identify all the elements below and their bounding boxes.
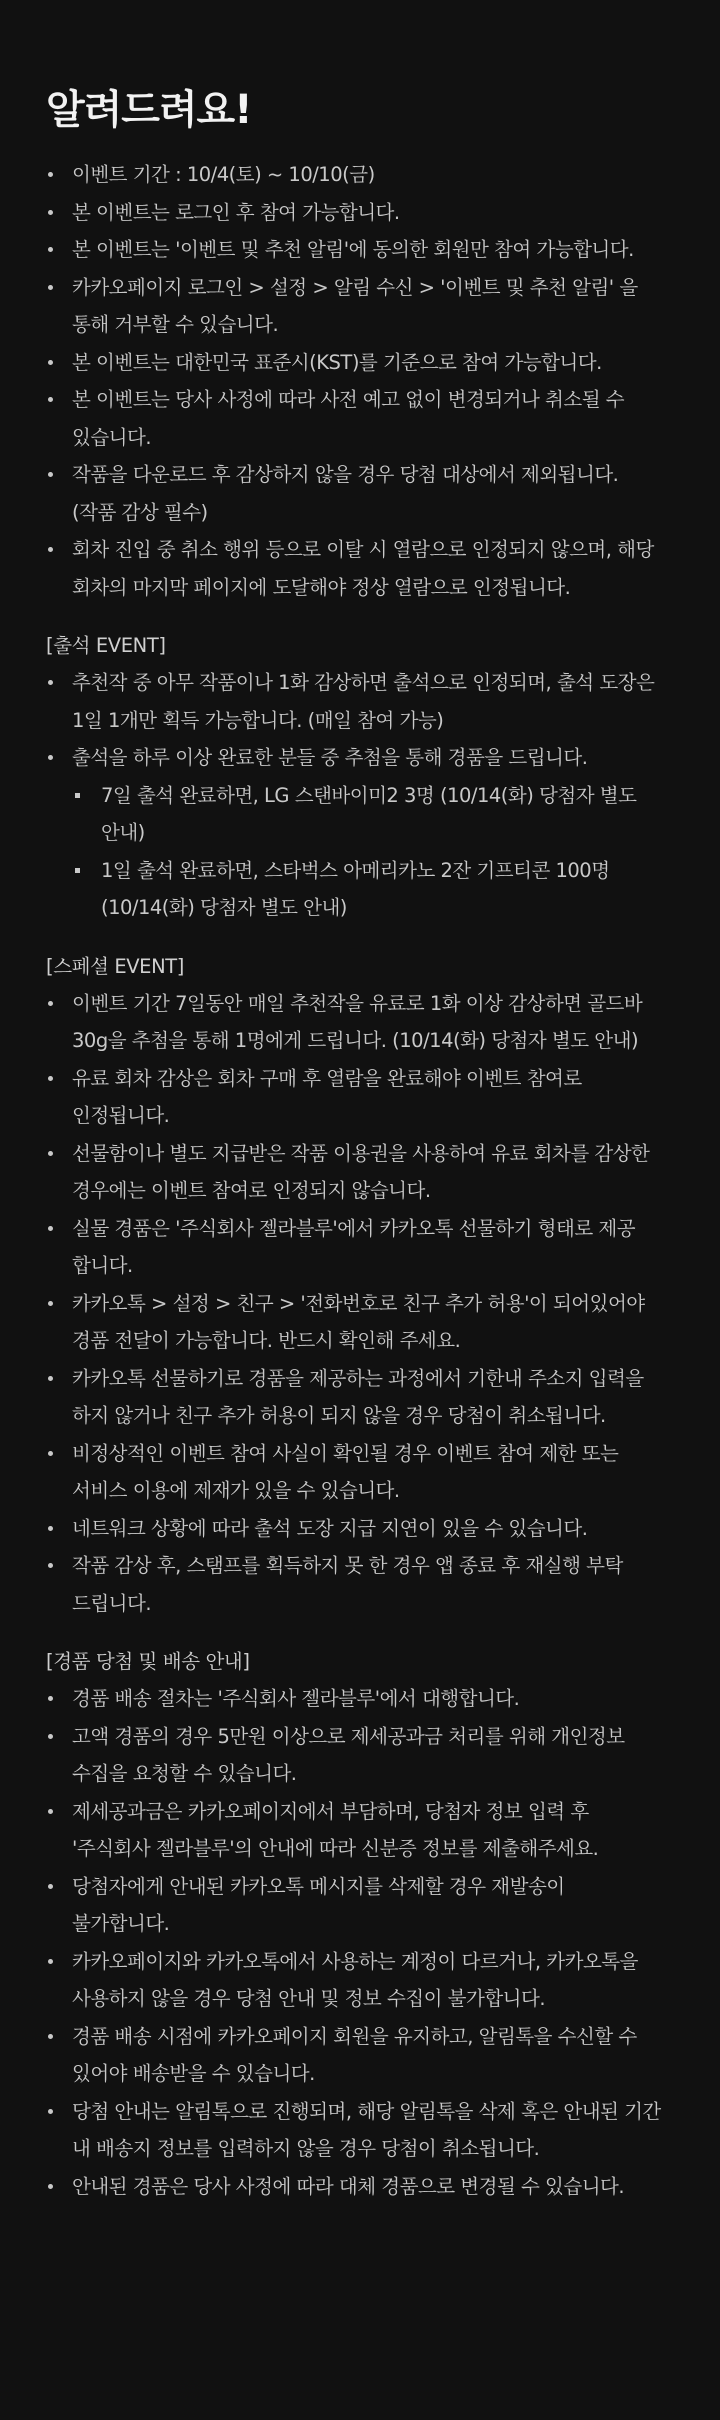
notice-line: 본 이벤트는 당사 사정에 따라 사전 예고 없이 변경되거나 취소될 수 — [72, 388, 625, 411]
notice-line: 불가합니다. — [72, 1912, 170, 1935]
notice-line: 합니다. — [72, 1254, 133, 1277]
notice-line: 작품 감상 후, 스탬프를 획득하지 못 한 경우 앱 종료 후 재실행 부탁 — [72, 1554, 623, 1577]
notice-line: 경품 전달이 가능합니다. 반드시 확인해 주세요. — [72, 1329, 461, 1352]
notice-item — [46, 1680, 676, 1718]
notice-line: 30g을 추첨을 통해 1명에게 드립니다. (10/14(화) 당첨자 별도 안내) — [72, 1029, 639, 1052]
notice-line: 통해 거부할 수 있습니다. — [72, 313, 279, 336]
notice-item — [46, 1210, 676, 1285]
notice-line: 본 이벤트는 대한민국 표준시(KST)를 기준으로 참여 가능합니다. — [72, 350, 602, 374]
notice-line: 고액 경품의 경우 5만원 이상으로 제세공과금 처리를 위해 개인정보 — [72, 1724, 625, 1748]
prize-list — [46, 1680, 676, 2205]
notice-item — [46, 231, 676, 269]
sub-notice-list — [74, 777, 676, 927]
notice-line: '주식회사 젤라블루'의 안내에 따라 신분증 정보를 제출해주세요. — [72, 1837, 599, 1860]
notice-item — [46, 1868, 676, 1943]
notice-item — [46, 344, 676, 382]
notice-line: 당첨 안내는 알림톡으로 진행되며, 해당 알림톡을 삭제 혹은 안내된 기간 — [72, 2099, 661, 2123]
notice-line: 안내된 경품은 당사 사정에 따라 대체 경품으로 변경될 수 있습니다. — [72, 2174, 625, 2198]
notice-line: 이벤트 기간 7일동안 매일 추천작을 유료로 1화 이상 감상하면 골드바 — [72, 991, 643, 1015]
special-heading: [스페셜 EVENT] — [46, 954, 185, 978]
notice-item — [46, 156, 676, 194]
notice-line: 내 배송지 정보를 입력하지 않을 경우 당첨이 취소됩니다. — [72, 2137, 540, 2160]
notice-line: 회차 진입 중 취소 행위 등으로 이탈 시 열람으로 인정되지 않으며, 해당 — [72, 538, 654, 561]
general-notice-list — [46, 156, 676, 606]
notice-line: 있습니다. — [72, 425, 152, 449]
notice-line: 선물함이나 별도 지급받은 작품 이용권을 사용하여 유료 회차를 감상한 — [72, 1141, 650, 1165]
notice-line: (작품 감상 필수) — [72, 500, 208, 524]
attendance-section — [46, 627, 676, 927]
notice-item — [46, 531, 676, 606]
notice-line: (10/14(화) 당첨자 별도 안내) — [101, 896, 347, 919]
notice-line: 1일 1개만 획득 가능합니다. (매일 참여 가능) — [72, 708, 444, 732]
notice-line: 작품을 다운로드 후 감상하지 않을 경우 당첨 대상에서 제외됩니다. — [72, 463, 619, 486]
notice-item — [46, 194, 676, 232]
notice-line: 본 이벤트는 '이벤트 및 추천 알림'에 동의한 회원만 참여 가능합니다. — [72, 238, 634, 261]
notice-item — [46, 664, 676, 739]
attendance-list — [46, 664, 676, 927]
notice-line: 제세공과금은 카카오페이지에서 부담하며, 당첨자 정보 입력 후 — [72, 1799, 589, 1823]
notice-line: 카카오페이지 로그인 > 설정 > 알림 수신 > '이벤트 및 추천 알림' 을 — [72, 275, 638, 299]
sub-notice-item — [74, 852, 676, 927]
notice-line: 실물 경품은 '주식회사 젤라블루'에서 카카오톡 선물하기 형태로 제공 — [72, 1216, 636, 1240]
notice-line: 경품 배송 절차는 '주식회사 젤라블루'에서 대행합니다. — [72, 1687, 520, 1710]
notice-line: 있어야 배송받을 수 있습니다. — [72, 2062, 315, 2085]
notice-item — [46, 1793, 676, 1868]
notice-item — [46, 1547, 676, 1622]
notice-line: 비정상적인 이벤트 참여 사실이 확인될 경우 이벤트 참여 제한 또는 — [72, 1441, 619, 1465]
notice-item — [46, 269, 676, 344]
notice-item — [46, 1360, 676, 1435]
notice-line: 유료 회차 감상은 회차 구매 후 열람을 완료해야 이벤트 참여로 — [72, 1066, 582, 1090]
notice-line: 출석을 하루 이상 완료한 분들 중 추첨을 통해 경품을 드립니다. — [72, 746, 588, 769]
notice-item — [46, 2093, 676, 2168]
notice-line: 7일 출석 완료하면, LG 스탠바이미2 3명 (10/14(화) 당첨자 별도 — [101, 783, 637, 807]
notice-line: 카카오페이지와 카카오톡에서 사용하는 계정이 다르거나, 카카오톡을 — [72, 1949, 638, 1973]
notice-line: 카카오톡 선물하기로 경품을 제공하는 과정에서 기한내 주소지 입력을 — [72, 1366, 644, 1390]
notice-item — [46, 381, 676, 456]
notice-item — [46, 985, 676, 1060]
notice-line: 1일 출석 완료하면, 스타벅스 아메리카노 2잔 기프티콘 100명 — [101, 858, 610, 882]
notice-item — [46, 2018, 676, 2093]
notice-line: 이벤트 기간 : 10/4(토) ~ 10/10(금) — [72, 163, 375, 186]
notice-line: 회차의 마지막 페이지에 도달해야 정상 열람으로 인정됩니다. — [72, 575, 571, 599]
notice-line: 추천작 중 아무 작품이나 1화 감상하면 출석으로 인정되며, 출석 도장은 — [72, 671, 655, 694]
notice-line: 사용하지 않을 경우 당첨 안내 및 정보 수집이 불가합니다. — [72, 1987, 546, 2010]
notice-line: 본 이벤트는 로그인 후 참여 가능합니다. — [72, 200, 400, 224]
notice-line: 당첨자에게 안내된 카카오톡 메시지를 삭제할 경우 재발송이 — [72, 1874, 565, 1898]
special-section — [46, 948, 676, 1623]
prize-heading: [경품 당첨 및 배송 안내] — [46, 1650, 250, 1673]
notice-item — [46, 1718, 676, 1793]
special-list — [46, 985, 676, 1623]
notice-line: 안내) — [101, 821, 145, 844]
notice-item — [46, 739, 676, 927]
notice-line: 하지 않거나 친구 추가 허용이 되지 않을 경우 당첨이 취소됩니다. — [72, 1404, 606, 1427]
notice-item — [46, 1435, 676, 1510]
notice-item — [46, 456, 676, 531]
notice-item — [46, 2168, 676, 2206]
notice-item — [46, 1285, 676, 1360]
notice-line: 네트워크 상황에 따라 출석 도장 지급 지연이 있을 수 있습니다. — [72, 1516, 588, 1540]
notice-line: 드립니다. — [72, 1591, 152, 1615]
page-title: 알려드려요! — [46, 87, 252, 133]
attendance-heading: [출석 EVENT] — [46, 634, 166, 657]
notice-line: 인정됩니다. — [72, 1104, 170, 1127]
notice-line: 경우에는 이벤트 참여로 인정되지 않습니다. — [72, 1179, 431, 1202]
sub-notice-item — [74, 777, 676, 852]
notice-line: 서비스 이용에 제재가 있을 수 있습니다. — [72, 1479, 400, 1502]
notice-line: 경품 배송 시점에 카카오페이지 회원을 유지하고, 알림톡을 수신할 수 — [72, 2024, 637, 2048]
notice-line: 수집을 요청할 수 있습니다. — [72, 1762, 297, 1785]
notice-item — [46, 1943, 676, 2018]
notice-item — [46, 1135, 676, 1210]
notice-item — [46, 1060, 676, 1135]
prize-section — [46, 1643, 676, 2205]
notice-item — [46, 1510, 676, 1548]
notice-line: 카카오톡 > 설정 > 친구 > '전화번호로 친구 추가 허용'이 되어있어야 — [72, 1291, 645, 1315]
